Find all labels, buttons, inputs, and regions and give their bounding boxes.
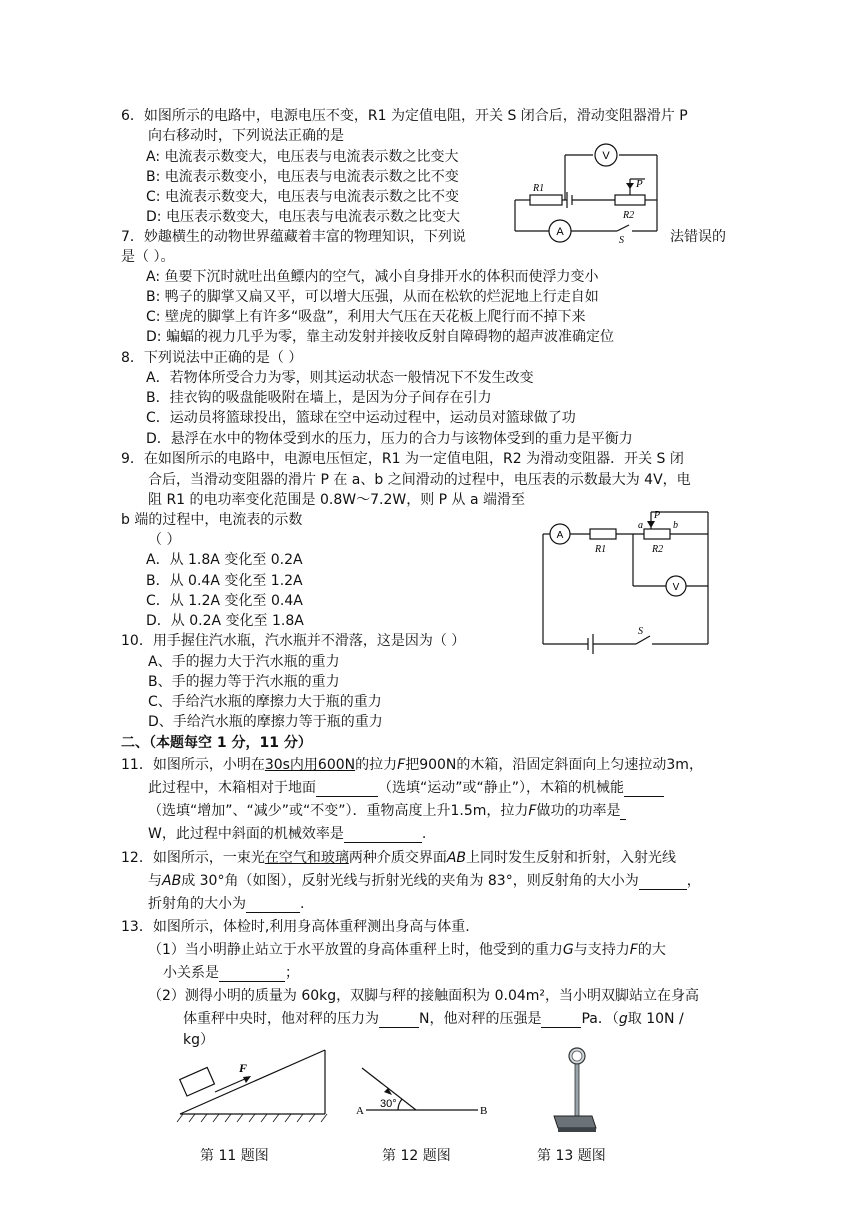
- q6-option-b: B: 电流表示数变小，电压表与电流表示数之比不变: [146, 169, 459, 185]
- q13-part2-line3: kg）: [183, 1032, 214, 1048]
- q12-line1-a: 12．如图所示，一束光: [121, 850, 265, 866]
- q9-switch-label: S: [638, 626, 643, 637]
- q10-stem: 10．用手握住汽水瓶，汽水瓶并不滑落，这是因为（ ）: [121, 633, 466, 649]
- q9-option-d: D．从 0.2A 变化至 1.8A: [146, 613, 304, 629]
- fig11-f-label: F: [239, 1061, 248, 1075]
- q12-line2-d: ，: [686, 873, 701, 889]
- q13-blank-pressure[interactable]: [541, 1013, 581, 1028]
- section-2-heading: 二、（本题每空 1 分，11 分）: [121, 735, 312, 751]
- fig12-caption: 第 12 题图: [382, 1148, 451, 1164]
- q9-circuit-diagram: [538, 506, 713, 656]
- q6-r2-label: R2: [623, 210, 635, 221]
- q12-line1-c: 两种介质交界面: [348, 850, 447, 866]
- q8-option-b: B．挂衣钩的吸盘能吸附在墙上，是因为分子间存在引力: [146, 390, 492, 406]
- q11-line1-a: 11．如图所示，小明在: [121, 757, 265, 773]
- q12-line3-b: .: [300, 896, 305, 912]
- q6-r1-label: R1: [533, 183, 545, 194]
- q13-p1a: （1）当小明静止站立于水平放置的身高体重秤上时，他受到的重力: [148, 942, 563, 958]
- q6-p-label: P: [636, 178, 643, 190]
- q9-stem-line5: （ ）: [148, 532, 181, 548]
- q13-p1-g: G: [562, 942, 574, 958]
- q12-line1-e: 上同时发生反射和折射，入射光线: [466, 850, 677, 866]
- fig12-angle-label: 30°: [380, 1098, 397, 1110]
- q11-line4-a: W，此过程中斜面的机械效率是: [148, 826, 344, 842]
- q11-blank-motion[interactable]: [316, 782, 378, 797]
- q13-p1f: 小关系是: [163, 965, 219, 981]
- q11-blank-energy[interactable]: [624, 782, 664, 797]
- q12-line3-a: 折射角的大小为: [148, 896, 246, 912]
- q12-line1-b: 在空气和玻璃: [264, 850, 349, 866]
- q10-option-c: C、手给汽水瓶的摩擦力大于瓶的重力: [148, 694, 382, 710]
- q13-p2d: Pa．（: [581, 1011, 619, 1027]
- q12-line2-c: 成 30°角（如图），反射光线与折射光线的夹角为 83°，则反射角的大小为: [181, 873, 639, 889]
- q11-line3-f: F: [528, 803, 537, 819]
- q6-circuit-diagram: [505, 143, 670, 246]
- q11-line2-a: 此过程中，木箱相对于地面: [148, 780, 316, 796]
- q7-stem-line1: 7．妙趣横生的动物世界蕴藏着丰富的物理知识，下列说: [121, 229, 466, 245]
- q13-blank-force[interactable]: [379, 1013, 419, 1028]
- q6-option-d: D: 电压表示数变大，电压表与电流表示数之比变大: [146, 209, 460, 225]
- q9-option-b: B．从 0.4A 变化至 1.2A: [146, 573, 303, 589]
- q9-r2-label: R2: [652, 544, 664, 555]
- q9-option-a: A．从 1.8A 变化至 0.2A: [146, 552, 303, 568]
- q11-line2-b: （选填“运动”或“静止”），木箱的机械能: [378, 780, 625, 796]
- q11-line1-b: 30s内用600N: [264, 757, 356, 773]
- q11-line1-e: 把900N的木箱，沿固定斜面向上匀速拉动3m，: [405, 757, 703, 773]
- q11-line4: [148, 825, 426, 843]
- q11-line1-f: F: [397, 757, 406, 773]
- q12-line2-a: 与: [148, 873, 162, 889]
- q9-stem-line3: 阻 R1 的电功率变化范围是 0.8W～7.2W，则 P 从 a 端滑至: [148, 492, 526, 508]
- q12-line2-ab: AB: [162, 873, 182, 889]
- q6-voltmeter-label: V: [602, 150, 610, 162]
- q9-b-label: b: [673, 520, 678, 531]
- q9-voltmeter-label: V: [672, 582, 680, 593]
- fig13-scale-image: [548, 1046, 598, 1138]
- q8-option-c: C．运动员将篮球投出，篮球在空中运动过程中，运动员对篮球做了功: [146, 410, 576, 426]
- fig11-ground-hatch: [177, 1114, 327, 1122]
- q13-part1-line2: [163, 964, 299, 982]
- q11-line3: [148, 802, 626, 820]
- q6-ammeter-label: A: [556, 226, 564, 238]
- q8-option-d: D．悬浮在水中的物体受到水的压力，压力的合力与该物体受到的重力是平衡力: [146, 431, 633, 447]
- q11-line2: [148, 779, 664, 797]
- q13-p1c: 与支持力: [573, 942, 630, 958]
- q9-slider-arrow-icon: [647, 521, 655, 528]
- q9-stem-line1: 9．在如图所示的电路中，电源电压恒定，R1 为一定值电阻，R2 为滑动变阻器．开关 S 闭: [121, 451, 684, 467]
- q11-blank-efficiency[interactable]: [344, 828, 422, 843]
- q12-blank-reflection[interactable]: [639, 875, 687, 890]
- q6-stem-line1: 6．如图所示的电路中，电源电压不变，R1 为定值电阻，开关 S 闭合后，滑动变阻器滑片 P: [121, 108, 688, 124]
- q6-option-a: A: 电流表示数变大，电压表与电流表示数之比变大: [146, 149, 459, 165]
- q8-option-a: A．若物体所受合力为零，则其运动状态一般情况下不发生改变: [146, 370, 534, 386]
- fig12-a-label: A: [356, 1105, 364, 1117]
- fig11-incline-diagram: [175, 1042, 335, 1130]
- q13-stem: 13．如图所示，体检时,利用身高体重秤测出身高与体重.: [121, 919, 470, 935]
- q9-a-label: a: [638, 520, 643, 531]
- q13-p2b: 体重秤中央时，他对秤的压力为: [183, 1011, 379, 1027]
- fig12-ray-arrow-icon: [384, 1088, 392, 1095]
- fig11-caption: 第 11 题图: [200, 1148, 269, 1164]
- q13-p2f: 取 10N /: [627, 1011, 684, 1027]
- q13-part2-line1: （2）测得小明的质量为 60kg，双脚与秤的接触面积为 0.04m²，当小明双脚站立在身高: [148, 988, 700, 1004]
- q6-slider-arrow-icon: [626, 183, 634, 189]
- q9-option-c: C．从 1.2A 变化至 0.4A: [146, 593, 303, 609]
- q7-option-d: D: 蝙蝠的视力几乎为零，靠主动发射并接收反射自障碍物的超声波准确定位: [146, 329, 614, 345]
- q10-option-d: D、手给汽水瓶的摩擦力等于瓶的重力: [148, 714, 383, 730]
- q9-stem-line2: 合后，当滑动变阻器的滑片 P 在 a、b 之间滑动的过程中，电压表的示数最大为 4V，电: [148, 472, 691, 488]
- q9-r1-label: R1: [595, 544, 607, 555]
- q9-stem-line4: b 端的过程中，电流表的示数: [121, 512, 303, 528]
- q7-stem-line2: 是（ ）。: [121, 249, 175, 265]
- q13-p1e: 的大: [637, 942, 666, 958]
- fig12-light-diagram: [350, 1060, 500, 1120]
- q7-stem-line1-end: 法错误的: [670, 229, 726, 245]
- q13-blank-relation[interactable]: [219, 967, 285, 982]
- q11-line1-c: 的拉力: [355, 757, 398, 773]
- q13-p2-g: g: [618, 1011, 628, 1027]
- q11-line3-a: （选填“增加”、“减少”或“不变”）．重物高度上升1.5m，拉力: [148, 803, 529, 819]
- q12-blank-refraction[interactable]: [246, 898, 300, 913]
- fig13-caption: 第 13 题图: [537, 1148, 606, 1164]
- q13-p2c: N，他对秤的压强是: [419, 1011, 542, 1027]
- q13-part1-line1: [148, 941, 666, 959]
- q7-option-c: C: 壁虎的脚掌上有许多“吸盘”，利用大气压在天花板上爬行而不掉下来: [146, 309, 586, 325]
- q7-option-b: B: 鸭子的脚掌又扁又平，可以增大压强，从而在松软的烂泥地上行走自如: [146, 289, 599, 305]
- q6-switch-label: S: [619, 235, 624, 246]
- q11-line1: [121, 756, 703, 774]
- q12-line2: [148, 872, 701, 890]
- q12-line3: [148, 895, 304, 913]
- q9-ammeter-label: A: [556, 530, 564, 541]
- fig12-b-label: B: [480, 1105, 488, 1117]
- q12-line1: [121, 849, 676, 867]
- q11-blank-power[interactable]: [620, 805, 626, 820]
- q8-stem: 8．下列说法中正确的是（ ）: [121, 350, 303, 366]
- q12-line1-ab: AB: [446, 850, 467, 866]
- q9-p-label: P: [654, 510, 661, 521]
- q13-p1-f: F: [629, 942, 638, 958]
- q11-line3-c: 做功的功率是: [536, 803, 621, 819]
- q13-p1g: ；: [285, 965, 299, 981]
- q6-stem-line2: 向右移动时，下列说法正确的是: [148, 128, 344, 144]
- q10-option-b: B、手的握力等于汽水瓶的重力: [148, 674, 340, 690]
- q10-option-a: A、手的握力大于汽水瓶的重力: [148, 654, 340, 670]
- q7-option-a: A: 鱼要下沉时就吐出鱼鳔内的空气，减小自身排开水的体积而使浮力变小: [146, 269, 599, 285]
- q13-part2-line2: [183, 1010, 684, 1028]
- q6-option-c: C: 电流表示数变大，电压表与电流表示数之比不变: [146, 189, 459, 205]
- q11-line4-b: .: [421, 826, 427, 842]
